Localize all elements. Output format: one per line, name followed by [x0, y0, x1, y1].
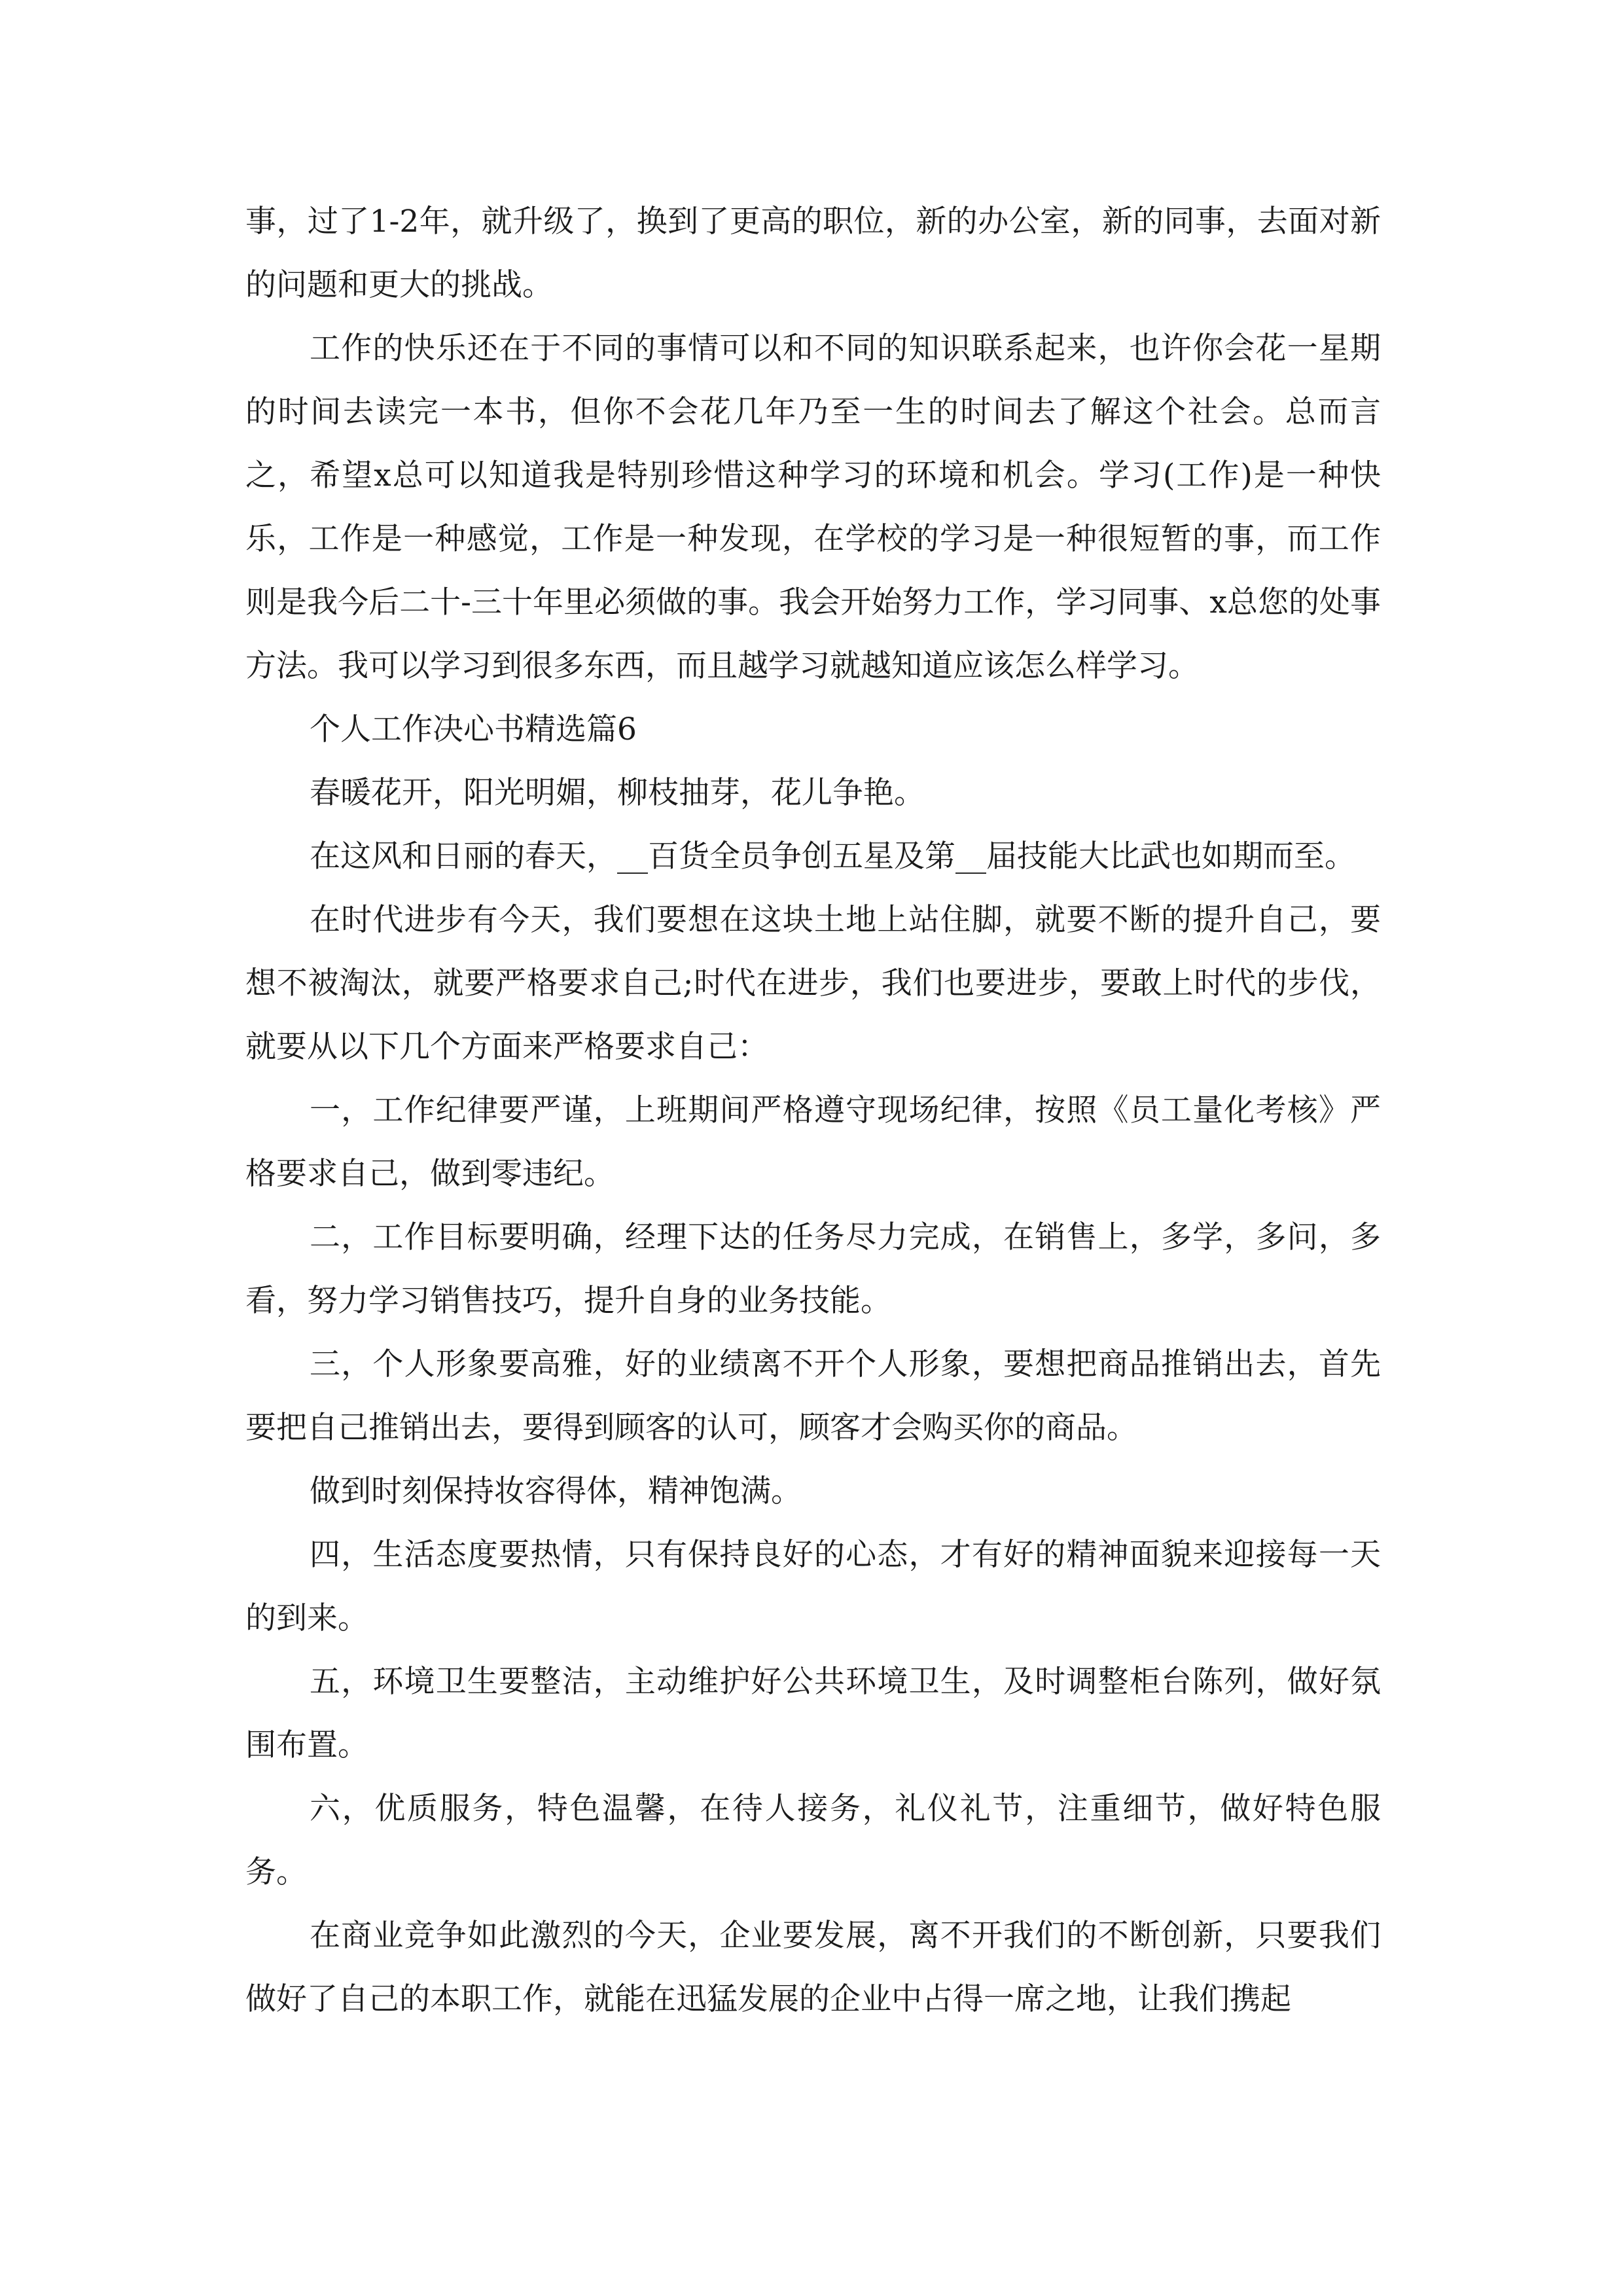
paragraph-point-2: 二，工作目标要明确，经理下达的任务尽力完成，在销售上，多学，多问，多看，努力学习销售技巧，提升自身的业务技能。 — [245, 1219, 1381, 1319]
document-body — [245, 190, 1381, 2031]
paragraph-point-4: 四，生活态度要热情，只有保持良好的心态，才有好的精神面貌来迎接每一天的到来。 — [245, 1537, 1381, 1636]
paragraph-point-6: 六，优质服务，特色温馨，在待人接务，礼仪礼节，注重细节，做好特色服务。 — [245, 1791, 1381, 1890]
paragraph-point-1: 一，工作纪律要严谨，上班期间严格遵守现场纪律，按照《员工量化考核》严格要求自己，做到零违纪。 — [245, 1092, 1381, 1192]
paragraph-point-3: 三，个人形象要高雅，好的业绩离不开个人形象，要想把商品推销出去，首先要把自己推销出去，要得到顾客的认可，顾客才会购买你的商品。 — [245, 1346, 1381, 1446]
paragraph-competition: 在这风和日丽的春天，__百货全员争创五星及第__届技能大比武也如期而至。 — [310, 838, 1355, 874]
paragraph-spring: 春暖花开，阳光明媚，柳枝抽芽，花儿争艳。 — [310, 775, 925, 811]
paragraph-work-joy: 工作的快乐还在于不同的事情可以和不同的知识联系起来，也许你会花一星期的时间去读完一本书，但你不会花几年乃至一生的时间去了解这个社会。总而言之，希望x总可以知道我是特别珍惜这种学习的环境和机会。学习(工作)是一种快乐，工作是一种感觉，工作是一种发现，在学校的学习是一种很短暂的事，而工作则是我今后二十-三十年里必须做的事。我会开始努力工作，学习同事、x总您的处事方法。我可以学习到很多东西，而且越学习就越知道应该怎么样学习。 — [245, 331, 1381, 684]
paragraph-closing: 在商业竞争如此激烈的今天，企业要发展，离不开我们的不断创新，只要我们做好了自己的本职工作，就能在迅猛发展的企业中占得一席之地，让我们携起 — [245, 1918, 1381, 2017]
paragraph-continuation: 事，过了1-2年，就升级了，换到了更高的职位，新的办公室，新的同事，去面对新的问题和更大的挑战。 — [245, 204, 1381, 303]
section-heading: 个人工作决心书精选篇6 — [310, 711, 637, 747]
paragraph-point-5: 五，环境卫生要整洁，主动维护好公共环境卫生，及时调整柜台陈列，做好氛围布置。 — [245, 1664, 1381, 1763]
paragraph-appearance: 做到时刻保持妆容得体，精神饱满。 — [310, 1473, 802, 1509]
paragraph-progress: 在时代进步有今天，我们要想在这块土地上站住脚，就要不断的提升自己，要想不被淘汰，就要严格要求自己;时代在进步，我们也要进步，要敢上时代的步伐，就要从以下几个方面来严格要求自己： — [245, 902, 1381, 1065]
